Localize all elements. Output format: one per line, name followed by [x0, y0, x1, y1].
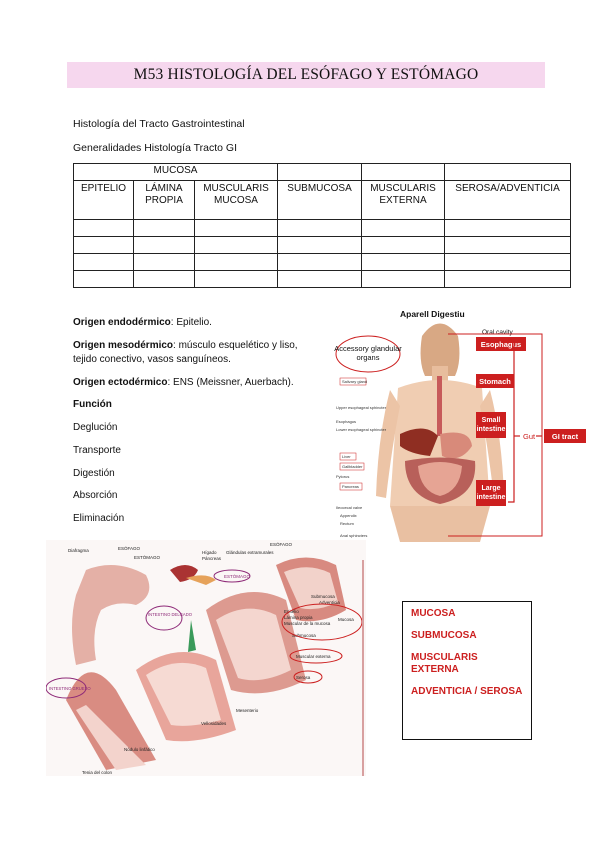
ectodermal-label: Origen ectodérmico	[73, 377, 168, 388]
label-adventicia: Adventicia	[319, 600, 340, 605]
label-diafragma: Diafragma	[68, 548, 89, 553]
function-item: Transporte	[73, 445, 121, 456]
page-title: M53 HISTOLOGÍA DEL ESÓFAGO Y ESTÓMAGO	[133, 66, 479, 83]
label-intestino-grueso: INTESTINO GRUESO	[49, 686, 91, 691]
label-lamina: Lámina propia	[284, 615, 313, 620]
digestive-system-figure	[330, 306, 596, 542]
svg-text:Ileocecal valve: Ileocecal valve	[336, 505, 363, 510]
column-header: EPITELIO	[74, 181, 134, 220]
legend-submucosa: SUBMUCOSA	[411, 630, 477, 641]
column-header: MUSCULARIS MUCOSA	[195, 181, 278, 220]
ectodermal-origin	[73, 376, 323, 390]
label-estomago-top: ESTÓMAGO	[134, 555, 161, 560]
label-estomago-oval: ESTÓMAGO	[224, 574, 251, 579]
layer-legend-box	[402, 601, 532, 740]
table-cell	[362, 164, 445, 181]
function-item: Digestión	[73, 468, 115, 479]
section-subtitle-2: Generalidades Histología Tracto GI	[73, 142, 238, 154]
label-vellosidades: Vellosidades	[201, 721, 227, 726]
mesodermal-origin	[73, 339, 323, 367]
column-header: SUBMUCOSA	[278, 181, 362, 220]
endodermal-label: Origen endodérmico	[73, 317, 171, 328]
function-heading-text: Función	[73, 399, 112, 410]
label-nodulo: Nódulo linfático	[124, 747, 155, 752]
svg-text:Salivary gland: Salivary gland	[342, 379, 368, 384]
column-header: MUSCULARIS EXTERNA	[362, 181, 445, 220]
svg-text:Anal sphincters: Anal sphincters	[340, 533, 368, 538]
function-item: Eliminación	[73, 513, 125, 524]
svg-text:Esophagus: Esophagus	[336, 419, 357, 424]
gut-label: Gut	[523, 432, 536, 441]
label-glandulas: Glándulas extramurales	[226, 550, 274, 555]
function-item: Deglución	[73, 422, 118, 433]
column-header: LÁMINA PROPIA	[134, 181, 195, 220]
label-esofago-top: ESÓFAGO	[118, 546, 141, 551]
endodermal-origin	[73, 316, 323, 330]
gi-tract-label: GI tract	[551, 432, 579, 441]
stomach-label: Stomach	[479, 377, 511, 386]
legend-muscularis-externa: MUSCULARIS EXTERNA	[411, 652, 478, 675]
svg-text:Liver: Liver	[342, 454, 351, 459]
label-submucosa: Submucosa	[311, 594, 335, 599]
svg-text:Rectum: Rectum	[340, 521, 354, 526]
large-intestine-label: Large intestine	[476, 485, 506, 501]
svg-text:Pancreas: Pancreas	[342, 484, 359, 489]
legend-mucosa: MUCOSA	[411, 608, 456, 619]
label-muscular-externa: Muscular externa	[296, 654, 331, 659]
legend-adventicia-serosa: ADVENTICIA / SEROSA	[411, 686, 523, 697]
accessory-organs-label: Accessory glandular organs	[334, 344, 402, 362]
column-header: SEROSA/ADVENTICIA	[445, 181, 571, 220]
mesodermal-label: Origen mesodérmico	[73, 340, 174, 351]
table-header-row	[74, 164, 571, 181]
histology-table	[73, 163, 571, 288]
label-mucosa: Mucosa	[338, 617, 354, 622]
figure1-title: Aparell Digestiu	[400, 309, 465, 319]
label-epitelio: Epitelio	[284, 609, 299, 614]
svg-text:Lower esophageal sphincter: Lower esophageal sphincter	[336, 427, 387, 432]
mucosa-header: MUCOSA	[74, 164, 278, 181]
label-higado: Hígado	[202, 550, 217, 555]
function-heading	[73, 398, 323, 412]
svg-text:Upper esophageal sphincter: Upper esophageal sphincter	[336, 405, 387, 410]
endodermal-text: : Epitelio.	[170, 317, 212, 328]
label-mesenterio: Mesenterio	[236, 708, 259, 713]
label-intestino-delgado: INTESTINO DELGADO	[148, 612, 192, 617]
label-tenia: Tenia del colon	[82, 770, 113, 775]
svg-text:Pylorus: Pylorus	[336, 474, 350, 479]
label-esofago2: ESÓFAGO	[270, 542, 293, 547]
title-banner	[67, 62, 545, 88]
label-serosa: Serosa	[296, 675, 311, 680]
gi-wall-layers-figure	[46, 540, 366, 776]
table-row	[74, 237, 571, 254]
label-pancreas: Páncreas	[202, 556, 222, 561]
esophagus-label: Esophagus	[480, 340, 522, 349]
table-row	[74, 220, 571, 237]
mesodermal-text: : músculo esquelético y liso, tejido conectivo, vasos sanguíneos.	[73, 340, 298, 365]
section-subtitle: Histología del Tracto Gastrointestinal	[73, 118, 245, 130]
oral-cavity-label: Oral cavity	[482, 329, 513, 336]
svg-text:Appendix: Appendix	[340, 513, 357, 518]
function-item: Absorción	[73, 490, 118, 501]
table-row	[74, 254, 571, 271]
ectodermal-text: : ENS (Meissner, Auerbach).	[167, 377, 294, 388]
label-muscular-mucosa: Muscular de la mucosa	[284, 621, 331, 626]
table-column-row	[74, 181, 571, 220]
table-cell	[278, 164, 362, 181]
small-intestine-label: Small intestine	[476, 417, 506, 433]
table-row	[74, 271, 571, 288]
table-cell	[445, 164, 571, 181]
label-submucosa2: Submucosa	[292, 633, 316, 638]
svg-text:Gallbladder: Gallbladder	[342, 464, 363, 469]
